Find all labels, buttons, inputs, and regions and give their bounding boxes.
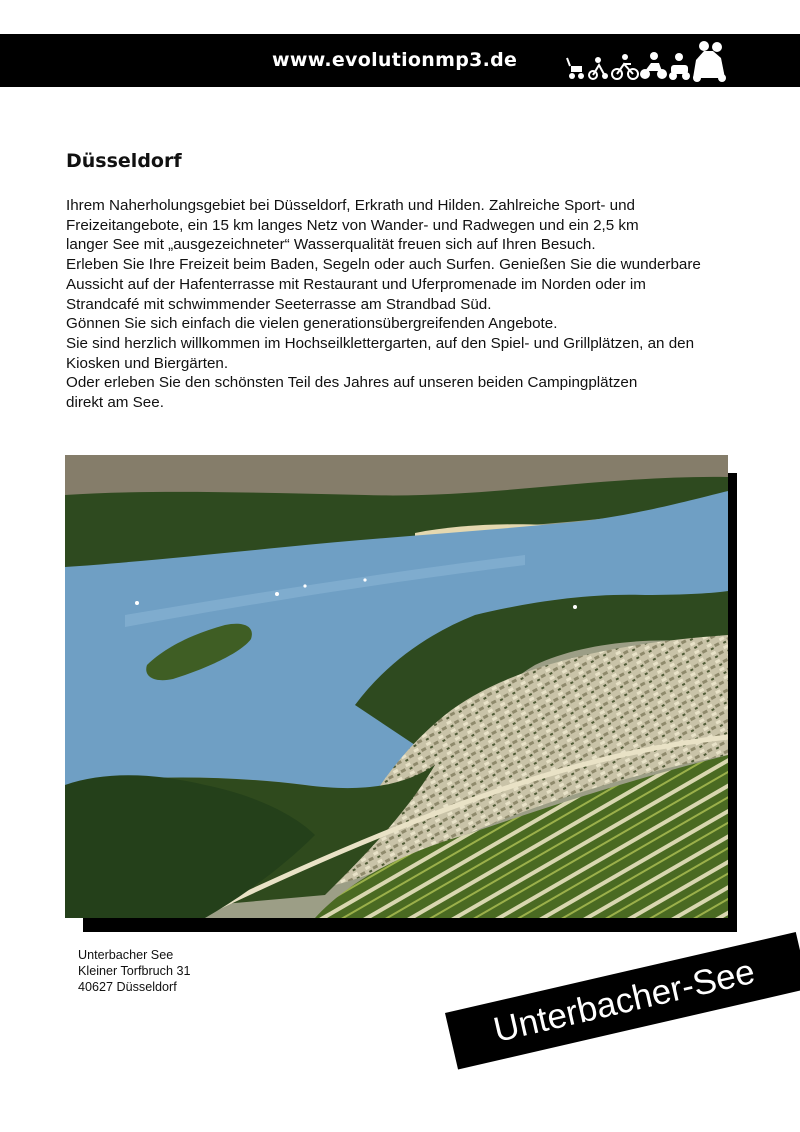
- description-line: Oder erleben Sie den schönsten Teil des Jahres auf unseren beiden Campingplätzen: [66, 374, 638, 392]
- description-text: [66, 196, 766, 413]
- address-block: [78, 947, 190, 995]
- address-city: 40627 Düsseldorf: [78, 980, 177, 994]
- description-line: direkt am See.: [66, 394, 164, 412]
- tricycle-icon: [589, 57, 608, 79]
- address-name: Unterbacher See: [78, 948, 174, 962]
- scooter-icon: [669, 53, 690, 80]
- bicycle-icon: [612, 54, 638, 79]
- description-line: Ihrem Naherholungsgebiet bei Düsseldorf, Erkrath und Hilden. Zahlreiche Sport- und: [66, 197, 635, 214]
- description-line: Strandcafé mit schwimmender Seeterrasse am Strandbad Süd.: [66, 295, 492, 313]
- couple-on-scooter-icon: [693, 41, 726, 82]
- lake-aerial-photo: [65, 455, 728, 918]
- description-line: Gönnen Sie sich einfach die vielen generationsübergreifenden Angebote.: [66, 315, 558, 333]
- location-banner: Unterbacher-See: [445, 932, 800, 1069]
- website-url[interactable]: www.evolutionmp3.de: [272, 49, 518, 71]
- description-line: Freizeitangebote, ein 15 km langes Netz von Wander- und Radwegen und ein 2,5 km: [66, 216, 639, 234]
- page-title: Düsseldorf: [66, 150, 182, 172]
- stroller-icon: [567, 58, 584, 79]
- motorcycle-icon: [640, 52, 667, 79]
- description-line: langer See mit „ausgezeichneter“ Wasserqualität freuen sich auf Ihren Besuch.: [66, 236, 596, 254]
- vehicles-logo: [565, 38, 735, 84]
- description-line: Erleben Sie Ihre Freizeit beim Baden, Segeln oder auch Surfen. Genießen Sie die wunderbare: [66, 256, 701, 274]
- description-line: Kiosken und Biergärten.: [66, 354, 229, 372]
- description-line: Aussicht auf der Hafenterrasse mit Restaurant und Uferpromenade im Norden oder im: [66, 275, 646, 293]
- header-bar: [0, 34, 800, 87]
- description-line: Sie sind herzlich willkommen im Hochseilklettergarten, auf den Spiel- und Grillplätzen, an den: [66, 334, 695, 352]
- address-street: Kleiner Torfbruch 31: [78, 964, 191, 978]
